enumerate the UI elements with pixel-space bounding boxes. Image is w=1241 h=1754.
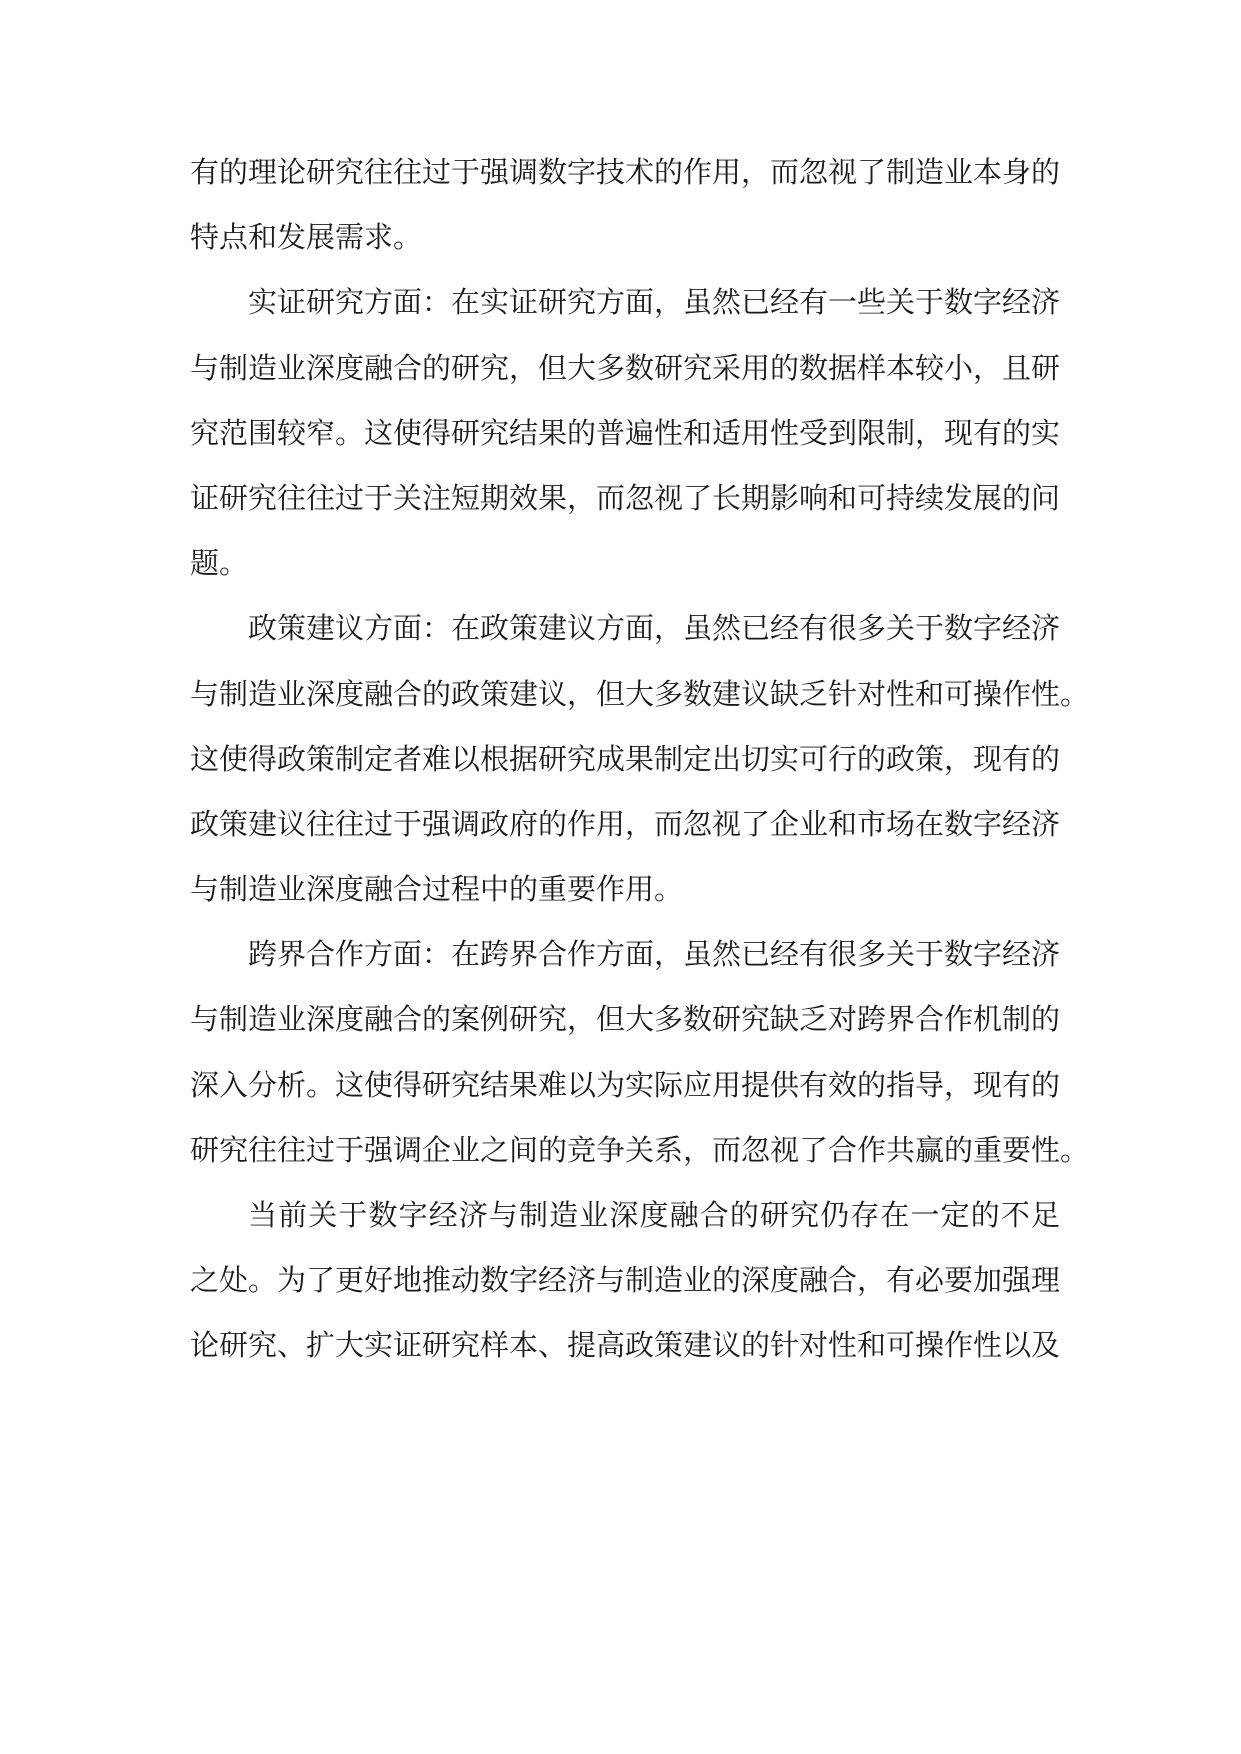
- document-body: [190, 140, 1090, 1379]
- text-line: 与制造业深度融合的案例研究，但大多数研究缺乏对跨界合作机制的: [190, 1002, 1061, 1037]
- text-line: 之处。为了更好地推动数字经济与制造业的深度融合，有必要加强理: [190, 1263, 1061, 1298]
- text-line: 当前关于数字经济与制造业深度融合的研究仍存在一定的不足: [248, 1198, 1060, 1232]
- paragraph-policy-suggestions: [190, 596, 1090, 922]
- text-line: 研究往往过于强调企业之间的竞争关系，而忽视了合作共赢的重要性。: [190, 1132, 1090, 1167]
- text-line: 深入分析。这使得研究结果难以为实际应用提供有效的指导，现有的: [190, 1067, 1061, 1102]
- text-line: 特点和发展需求。: [190, 220, 423, 255]
- text-line: 与制造业深度融合的研究，但大多数研究采用的数据样本较小，且研: [190, 350, 1061, 385]
- text-line: 政策建议方面：在政策建议方面，虽然已经有很多关于数字经济: [248, 611, 1061, 646]
- text-line: 与制造业深度融合过程中的重要作用。: [190, 872, 684, 907]
- text-line: 究范围较窄。这使得研究结果的普遍性和适用性受到限制，现有的实: [190, 415, 1061, 450]
- text-line: 实证研究方面：在实证研究方面，虽然已经有一些关于数字经济: [248, 285, 1061, 320]
- text-line: 这使得政策制定者难以根据研究成果制定出切实可行的政策，现有的: [190, 741, 1061, 776]
- text-line: 与制造业深度融合的政策建议，但大多数建议缺乏针对性和可操作性。: [190, 676, 1090, 711]
- text-line: 论研究、扩大实证研究样本、提高政策建议的针对性和可操作性以及: [190, 1328, 1061, 1363]
- paragraph-conclusion: [190, 1183, 1060, 1379]
- text-line: 政策建议往往过于强调政府的作用，而忽视了企业和市场在数字经济: [190, 806, 1061, 841]
- text-line: 证研究往往过于关注短期效果，而忽视了长期影响和可持续发展的问: [190, 480, 1061, 515]
- text-line: 有的理论研究往往过于强调数字技术的作用，而忽视了制造业本身的: [190, 155, 1061, 189]
- text-line: 跨界合作方面：在跨界合作方面，虽然已经有很多关于数字经济: [248, 937, 1061, 972]
- text-line: 题。: [190, 546, 249, 581]
- paragraph-cross-border-cooperation: [190, 922, 1090, 1183]
- paragraph-theory-continued: [190, 140, 1060, 270]
- paragraph-empirical-research: [190, 270, 1060, 596]
